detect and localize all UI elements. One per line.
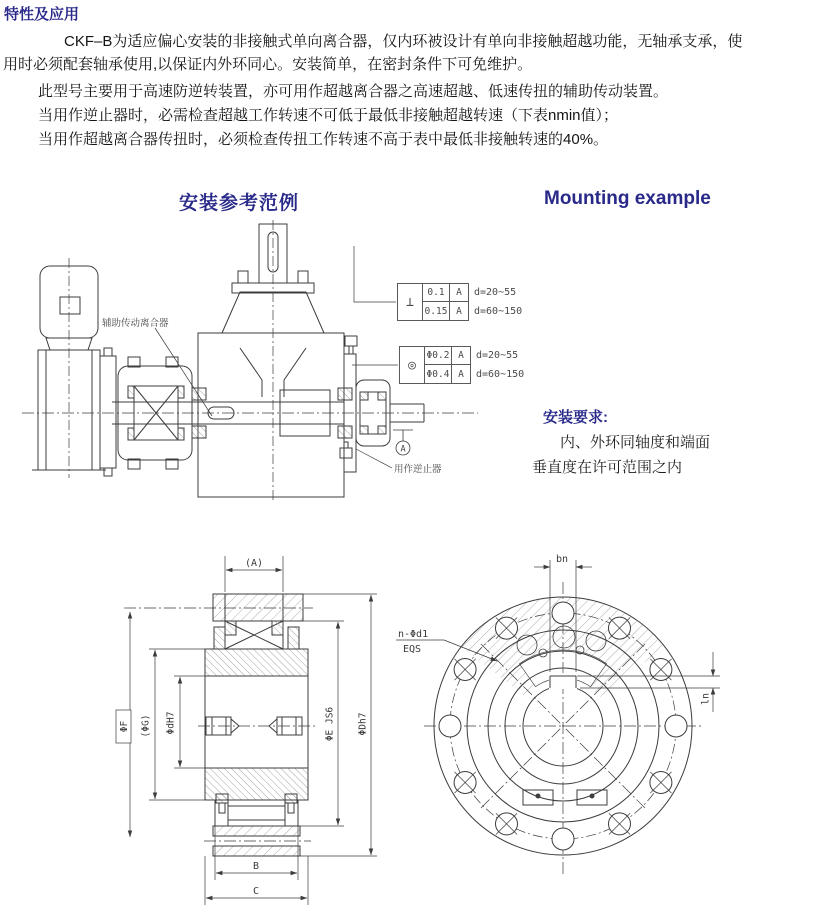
keyway [549,673,577,689]
tolerance-datum: A [450,283,469,302]
datum-a-letter: A [400,444,406,455]
tolerance-frame-concentricity [399,346,524,384]
page-title: 特性及应用 [4,6,80,23]
range-row2: d=60~150 [476,369,525,380]
range-row1: d=20~55 [476,350,519,361]
dim-ln-label: ln [700,692,712,706]
outer-ring-top [213,594,303,621]
tolerance-value: 0.1 [423,283,450,302]
dim-EJS6-label: ΦE JS6 [324,706,336,742]
hub [205,676,308,768]
tolerance-frame-perpendicularity [397,283,522,321]
dim-dH7-label: ΦdH7 [165,711,177,735]
tolerance-value: Φ0.4 [425,365,452,384]
tolerance-datum: A [452,346,471,365]
tolerance-value: 0.15 [423,302,450,321]
tolerance-datum: A [450,302,469,321]
inner-ring-top [205,649,308,676]
section-heading-en: Mounting example [544,188,711,209]
front-view [396,560,720,874]
bolt-note-line1: n-Φd1 [398,629,429,640]
intro-line-3: 此型号主要用于高速防逆转装置，亦可用作超越离合器之高速超越、低速传扭的辅助传动装置。 [38,83,669,100]
tolerance-grid [423,283,469,321]
outer-ring-bottom-1 [213,826,300,836]
dim-A-label: (A) [244,558,264,569]
tolerance-ranges [474,283,522,321]
range-row2: d=60~150 [474,306,523,317]
dim-C-label: C [252,886,260,897]
cage-slots [523,790,607,805]
mounting-bracket [100,348,116,476]
tolerance-datum: A [452,365,471,384]
install-requirements-line2: 垂直度在许可范围之内 [532,459,683,476]
bolt-note-line2: EQS [403,644,422,655]
outer-ring-bottom-2 [213,846,300,856]
motor [32,258,106,478]
dim-G-label: (ΦG) [140,714,152,738]
aux-clutch-leader [155,328,212,416]
aux-clutch-label: 辅助传动离合器 [102,318,169,329]
dim-bn-label: bn [555,554,569,565]
backstop-leader [356,449,392,468]
section-heading-zh: 安装参考范例 [179,193,300,214]
install-requirements-line1: 内、外环同轴度和端面 [560,434,711,451]
intro-line-5: 当用作超越离合器传扭时，必须检查传扭工作转速不高于表中最低非接触转速的40%。 [38,131,609,148]
tolerance-value: Φ0.2 [425,346,452,365]
install-requirements-title: 安装要求: [543,409,608,426]
backstop-label: 用作逆止器 [394,464,442,475]
dim-F-label: ΦF [119,720,130,733]
intro-line-4: 当用作逆止器时，必需检查超越工作转速不可低于最低非接触超越转速（下表nmin值）； [38,107,619,124]
intro-line-1: CKF–B为适应偏心安装的非接触式单向离合器，仅内环被设计有单向非接触超越功能，无轴承支承，使 [64,33,743,50]
sprag-bearing-row [214,621,299,649]
frame1-leader [354,246,396,302]
tolerance-ranges [476,346,524,384]
intro-line-2: 用时必须配套轴承使用,以保证内外环同心。安装简单，在密封条件下可免维护。 [3,56,533,73]
dim-Dh7-label: ΦDh7 [357,712,369,736]
gearbox [192,220,352,500]
tolerance-grid [425,346,471,384]
range-row1: d=20~55 [474,287,517,298]
leader-lines [155,246,398,468]
concentricity-icon: ◎ [399,346,425,384]
section-view [116,556,377,905]
dim-B-label: B [252,861,260,872]
perpendicularity-icon: ⊥ [397,283,423,321]
